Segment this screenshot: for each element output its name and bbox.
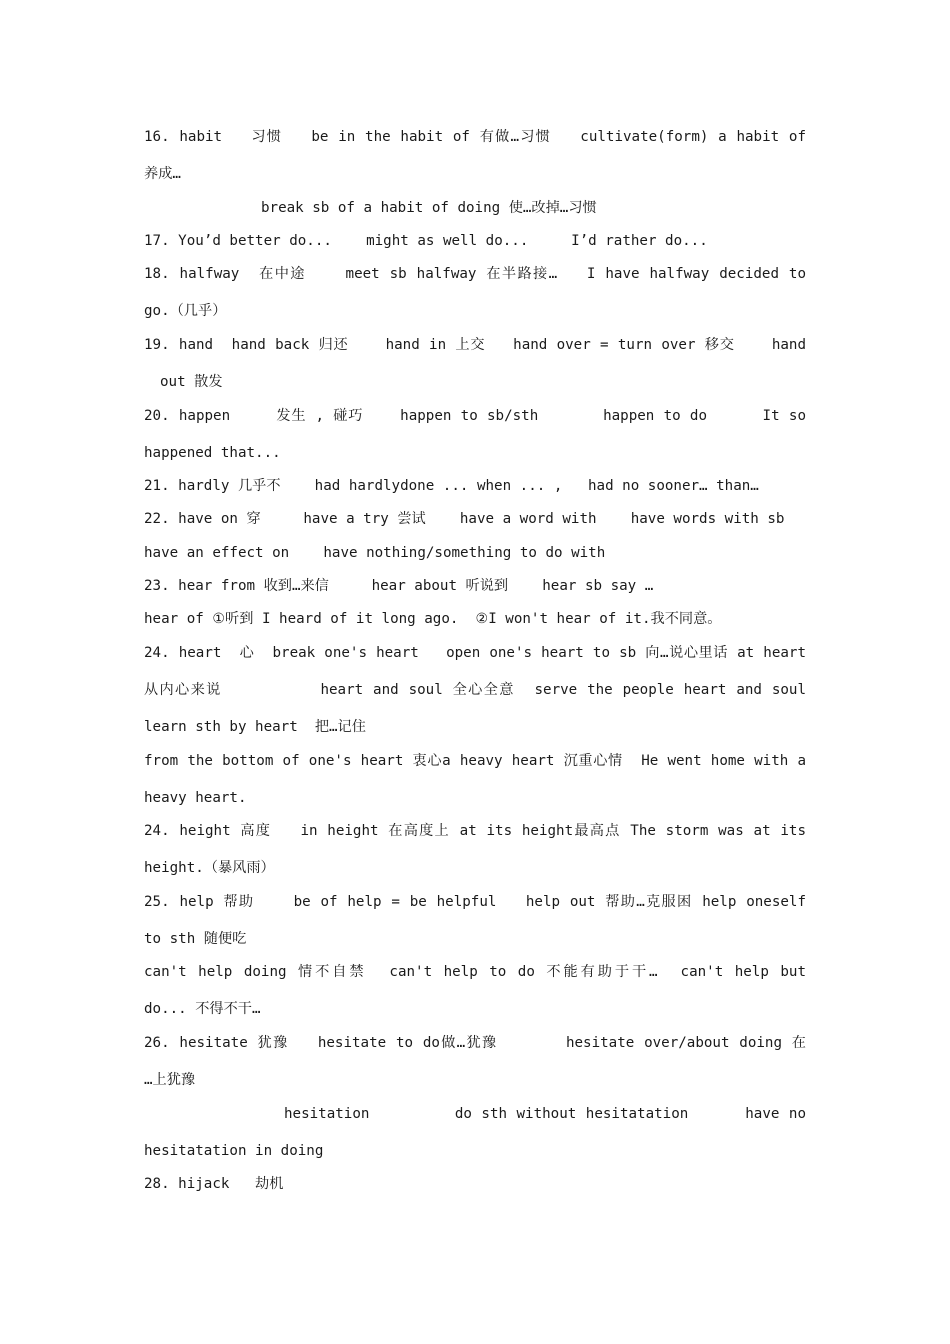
entry-26-hesitate-line-2: …上犹豫	[144, 1072, 196, 1088]
entry-16-habit-line-2: 养成…	[144, 166, 181, 182]
entry-24-heart-line-4: from the bottom of one's heart 衷心a heavy heart 沉重心情 He went home with a	[144, 753, 806, 769]
entry-22-have-line-1: 22. have on 穿 have a try 尝试 have a word with have words with sb	[144, 511, 785, 527]
entry-26-hesitate-line-3: hesitation do sth without hesitatation have no	[284, 1106, 806, 1122]
entry-28-hijack: 28. hijack 劫机	[144, 1176, 284, 1192]
entry-25-help-line-2: to sth 随便吃	[144, 931, 247, 947]
entry-25-help-line-4: do... 不得不干…	[144, 1001, 261, 1017]
entry-16-habit-line-3: break sb of a habit of doing 使…改掉…习惯	[261, 200, 597, 216]
entry-20-happen-line-2: happened that...	[144, 445, 281, 461]
entry-24-height-line-1: 24. height 高度 in height 在高度上 at its height最高点 The storm was at its	[144, 823, 806, 839]
entry-25-help-line-1: 25. help 帮助 be of help = be helpful help out 帮助…克服困 help oneself	[144, 894, 806, 910]
entry-24-heart-line-1: 24. heart 心 break one's heart open one's heart to sb 向…说心里话 at heart	[144, 645, 806, 661]
entry-25-help-line-3: can't help doing 情不自禁 can't help to do 不能有助于干… can't help but	[144, 964, 806, 980]
entry-16-habit-line-1: 16. habit 习惯 be in the habit of 有做…习惯 cultivate(form) a habit of	[144, 129, 806, 145]
entry-24-heart-line-2: 从内心来说 heart and soul 全心全意 serve the people heart and soul	[144, 682, 806, 698]
entry-23-hear-line-1: 23. hear from 收到…来信 hear about 听说到 hear sb say …	[144, 578, 654, 594]
entry-26-hesitate-line-1: 26. hesitate 犹豫 hesitate to do做…犹豫 hesitate over/about doing 在	[144, 1035, 806, 1051]
entry-21-hardly: 21. hardly 几乎不 had hardlydone ... when ... , had no sooner… than…	[144, 478, 759, 494]
entry-24-heart-line-3: learn sth by heart 把…记住	[144, 719, 366, 735]
entry-19-hand-line-2: out 散发	[160, 374, 223, 390]
entry-22-have-line-2: have an effect on have nothing/something to do with	[144, 545, 606, 561]
entry-23-hear-line-2: hear of ①听到 I heard of it long ago. ②I won't hear of it.我不同意。	[144, 611, 722, 627]
entry-19-hand-line-1: 19. hand hand back 归还 hand in 上交 hand over = turn over 移交 hand	[144, 337, 806, 353]
entry-24-heart-line-5: heavy heart.	[144, 790, 247, 806]
entry-20-happen-line-1: 20. happen 发生 , 碰巧 happen to sb/sth happen to do It so	[144, 408, 806, 424]
entry-26-hesitate-line-4: hesitatation in doing	[144, 1143, 324, 1159]
entry-17-better: 17. You’d better do... might as well do... I’d rather do...	[144, 233, 708, 249]
entry-18-halfway-line-1: 18. halfway 在中途 meet sb halfway 在半路接… I have halfway decided to	[144, 266, 806, 282]
entry-24-height-line-2: height.（暴风雨）	[144, 860, 275, 876]
entry-18-halfway-line-2: go.（几乎）	[144, 303, 227, 319]
